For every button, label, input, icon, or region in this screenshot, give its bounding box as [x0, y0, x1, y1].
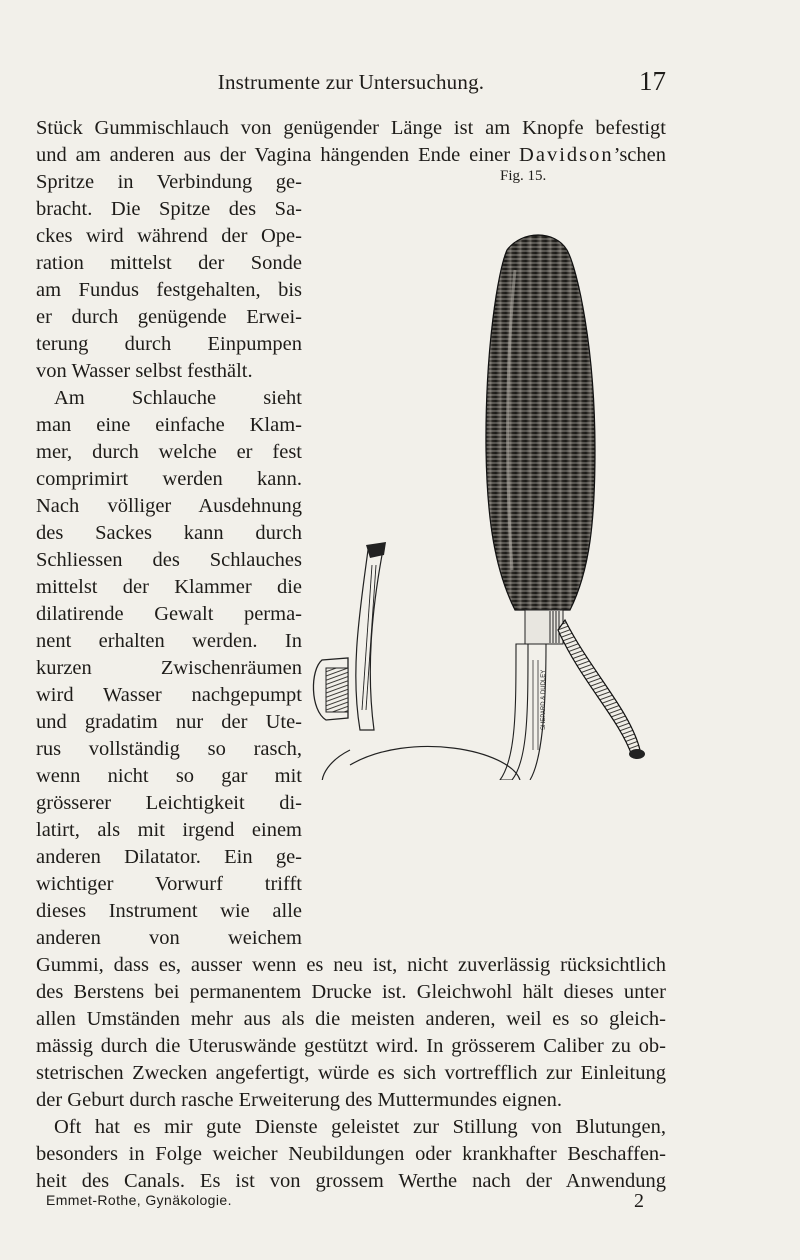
text-line: wichtiger Vorwurf trifft [36, 873, 302, 895]
text-line: besonders in Folge weicher Neubildungen oder krankhafter Beschaffen- [36, 1143, 666, 1165]
running-header [36, 68, 666, 98]
text-line: mässig durch die Uteruswände gestützt wird. In grösserem Caliber zu ob- [36, 1035, 666, 1057]
text-line: rus vollständig so rasch, [36, 738, 302, 760]
text-line [36, 143, 666, 171]
text-line: Spritze in Verbindung ge- [36, 171, 302, 193]
text-line: latirt, als mit irgend einem [36, 819, 302, 841]
text-line: ckes wird während der Ope- [36, 225, 302, 247]
text-line: am Fundus festgehalten, bis [36, 279, 302, 301]
collar-shape [525, 610, 563, 644]
text-line: ration mittelst der Sonde [36, 252, 302, 274]
tube-tip [629, 749, 645, 759]
outlet-tube [558, 620, 640, 756]
text-line: dieses Instrument wie alle [36, 900, 302, 922]
text-line: grösserer Leichtigkeit di- [36, 792, 302, 814]
text-line: bracht. Die Spitze des Sa- [36, 198, 302, 220]
text-line: allen Umständen mehr aus als die meisten anderen, weil es so gleich- [36, 1008, 666, 1030]
text-line: des Sackes kann durch [36, 522, 302, 544]
text-line: Am Schlauche sieht [54, 387, 302, 409]
text-line: wenn nicht so gar mit [36, 765, 302, 787]
text-line: von Wasser selbst festhält. [36, 360, 253, 382]
person-name: Davidson [519, 144, 614, 166]
text-line: wird Wasser nachgepumpt [36, 684, 302, 706]
text-line: Oft hat es mir gute Dienste geleistet zur Stillung von Blutungen, [54, 1116, 666, 1138]
text-line: heit des Canals. Es ist von grossem Werthe nach der Anwendung [36, 1170, 666, 1192]
text-line: der Geburt durch rasche Erweiterung des Muttermundes eignen. [36, 1089, 562, 1111]
text-line: des Berstens bei permanentem Drucke ist. Gleichwohl hält dieses unter [36, 981, 666, 1003]
text-line: Gummi, dass es, ausser wenn es neu ist, nicht zuverlässig rücksichtlich [36, 954, 666, 976]
text-fragment: und am anderen aus der Vagina hängenden Ende einer [36, 144, 520, 166]
text-line: und gradatim nur der Ute- [36, 711, 302, 733]
book-source: Emmet-Rothe, Gynäkologie. [46, 1192, 232, 1208]
page-number: 17 [639, 66, 666, 96]
text-line: mittelst der Klammer die [36, 576, 302, 598]
dilator-illustration [290, 190, 680, 780]
text-line: Schliessen des Schlauches [36, 549, 302, 571]
page-footer [36, 1192, 666, 1216]
text-line: nent erhalten werden. In [36, 630, 302, 652]
nozzle [356, 550, 382, 730]
bulb-shape [486, 235, 595, 610]
text-line: dilatirende Gewalt perma- [36, 603, 302, 625]
text-line: terung durch Einpumpen [36, 333, 302, 355]
text-line: man eine einfache Klam- [36, 414, 302, 436]
text-line: er durch genügende Erwei- [36, 306, 302, 328]
clamp-grip [326, 668, 348, 712]
text-line: anderen Dilatator. Ein ge- [36, 846, 302, 868]
maker-mark: SHEPARD & DUDLEY [541, 669, 547, 730]
text-line: comprimirt werden kann. [36, 468, 302, 490]
text-line: Nach völliger Ausdehnung [36, 495, 302, 517]
figure-label: Fig. 15. [500, 168, 547, 184]
signature-mark: 2 [634, 1190, 644, 1212]
text-line: Stück Gummischlauch von genügender Länge ist am Knopfe befestigt [36, 117, 666, 139]
text-fragment: ’schen [613, 144, 666, 166]
text-line: mer, durch welche er fest [36, 441, 302, 463]
text-line: anderen von weichem [36, 927, 302, 949]
loop-tubing-upper [350, 746, 520, 780]
text-line: stetrischen Zwecken angefertigt, würde es sich vortrefflich zur Einleitung [36, 1062, 666, 1084]
loop-tubing [322, 750, 370, 780]
header-title: Instrumente zur Untersuchung. [217, 70, 485, 94]
stem-tube [500, 644, 528, 780]
text-line: kurzen Zwischenräumen [36, 657, 302, 679]
